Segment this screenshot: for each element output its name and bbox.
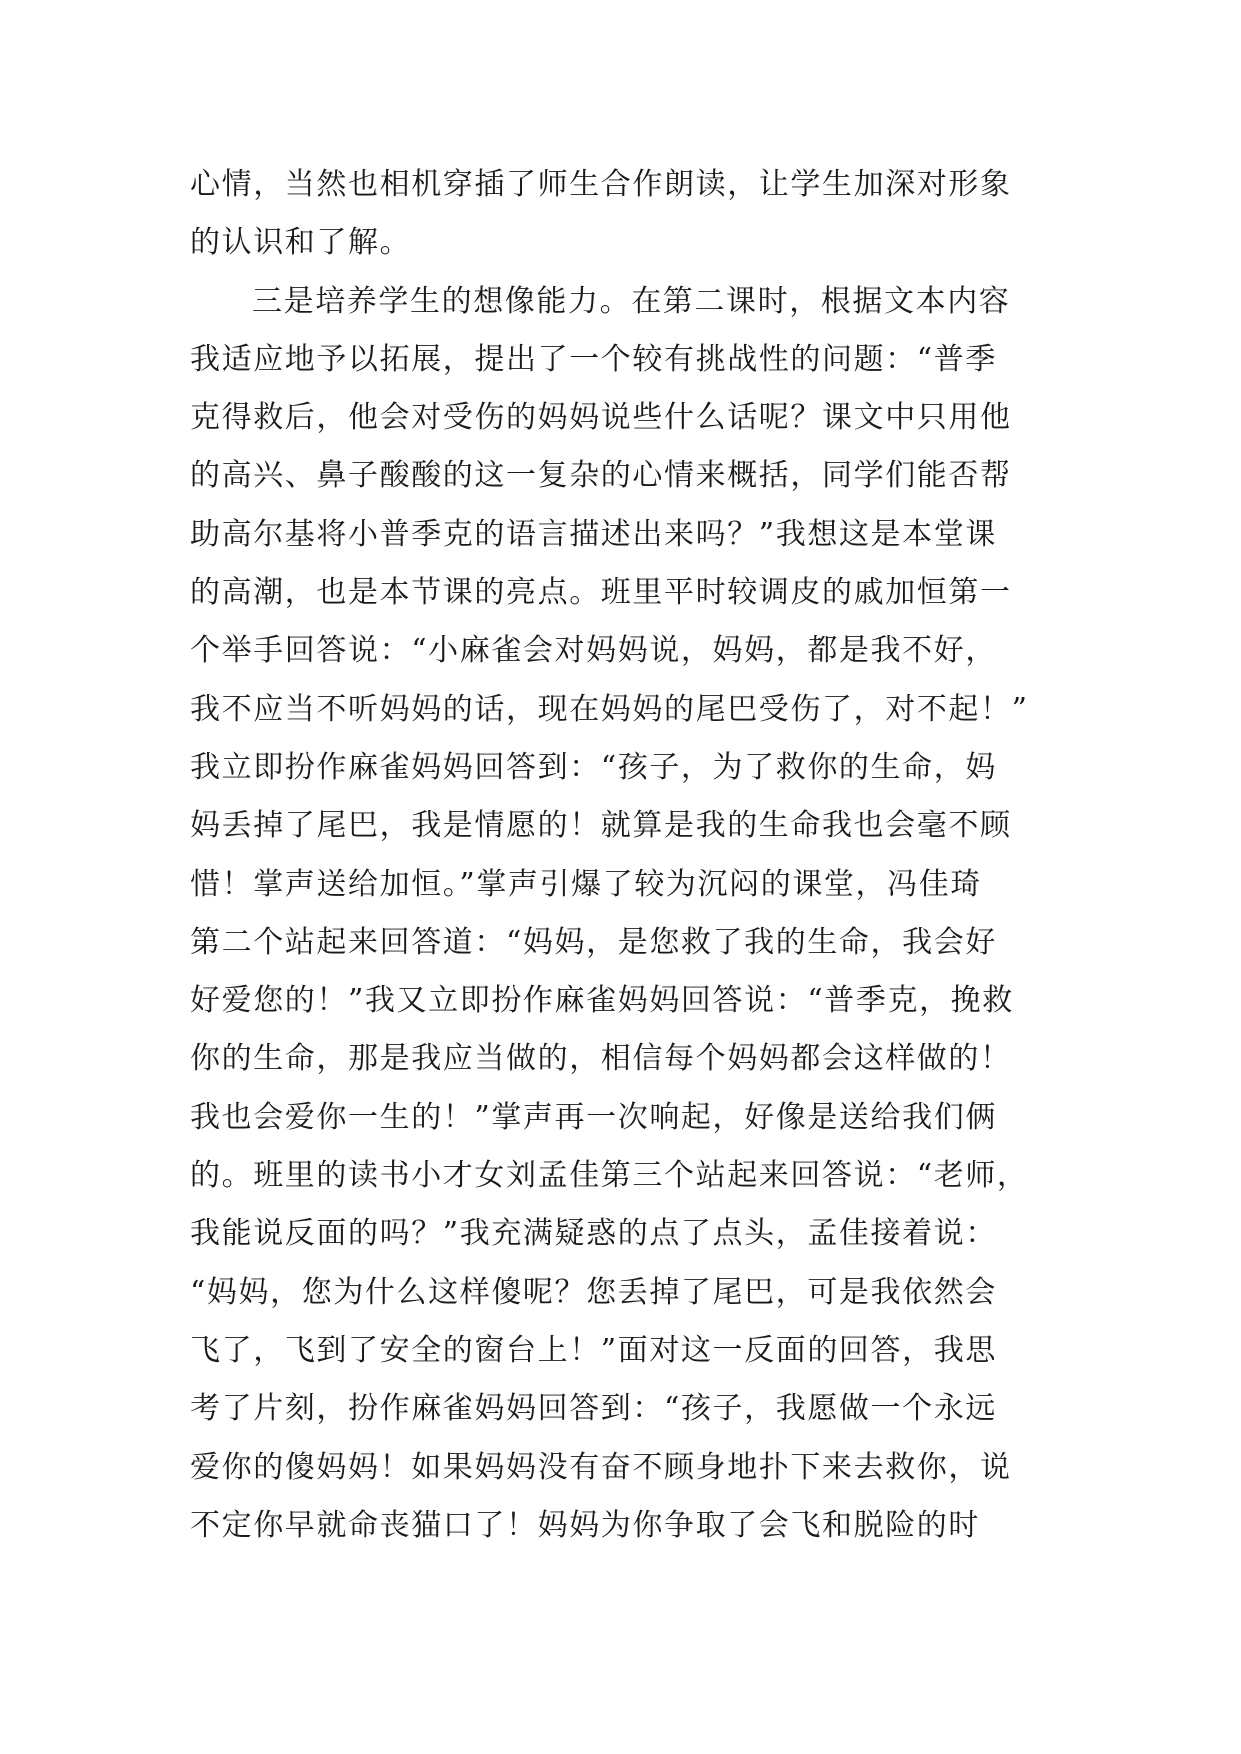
text-line: 个举手回答说：“小麻雀会对妈妈说，妈妈，都是我不好， <box>190 633 997 669</box>
paragraph-start-line: 三是培养学生的想像能力。在第二课时，根据文本内容 <box>252 283 1011 319</box>
text-line: “妈妈，您为什么这样傻呢？您丢掉了尾巴，可是我依然会 <box>190 1274 997 1310</box>
text-line: 的高潮，也是本节课的亮点。班里平时较调皮的戚加恒第一 <box>190 575 1012 611</box>
text-line: 考了片刻，扮作麻雀妈妈回答到：“孩子，我愿做一个永远 <box>190 1391 997 1427</box>
text-line: 我不应当不听妈妈的话，现在妈妈的尾巴受伤了，对不起！” <box>190 691 1029 727</box>
text-line: 妈丢掉了尾巴，我是情愿的！就算是我的生命我也会毫不顾 <box>190 808 1012 844</box>
text-line: 爱你的傻妈妈！如果妈妈没有奋不顾身地扑下来去救你，说 <box>190 1449 1012 1485</box>
text-line: 我能说反面的吗？”我充满疑惑的点了点头，孟佳接着说： <box>190 1216 997 1252</box>
text-line: 心情，当然也相机穿插了师生合作朗读，让学生加深对形象 <box>190 167 1012 202</box>
text-line: 的认识和了解。 <box>190 225 412 261</box>
text-line: 的高兴、鼻子酸酸的这一复杂的心情来概括，同学们能否帮 <box>190 458 1012 494</box>
text-line: 的。班里的读书小才女刘孟佳第三个站起来回答说：“老师， <box>190 1158 1029 1194</box>
text-line: 惜！掌声送给加恒。”掌声引爆了较为沉闷的课堂，冯佳琦 <box>190 866 982 902</box>
text-line: 第二个站起来回答道：“妈妈，是您救了我的生命，我会好 <box>190 924 997 960</box>
text-line: 我立即扮作麻雀妈妈回答到：“孩子，为了救你的生命，妈 <box>190 749 997 785</box>
text-line: 助高尔基将小普季克的语言描述出来吗？”我想这是本堂课 <box>190 516 997 552</box>
text-line: 飞了，飞到了安全的窗台上！”面对这一反面的回答，我思 <box>190 1332 997 1368</box>
text-line: 好爱您的！”我又立即扮作麻雀妈妈回答说：“普季克，挽救 <box>190 983 1014 1019</box>
text-line: 我适应地予以拓展，提出了一个较有挑战性的问题：“普季 <box>190 341 997 377</box>
body-text <box>190 156 1050 1555</box>
text-line: 我也会爱你一生的！”掌声再一次响起，好像是送给我们俩 <box>190 1099 997 1135</box>
text-line: 不定你早就命丧猫口了！妈妈为你争取了会飞和脱险的时 <box>190 1507 980 1543</box>
text-line: 你的生命，那是我应当做的，相信每个妈妈都会这样做的！ <box>190 1041 1012 1077</box>
text-line: 克得救后，他会对受伤的妈妈说些什么话呢？课文中只用他 <box>190 400 1012 436</box>
